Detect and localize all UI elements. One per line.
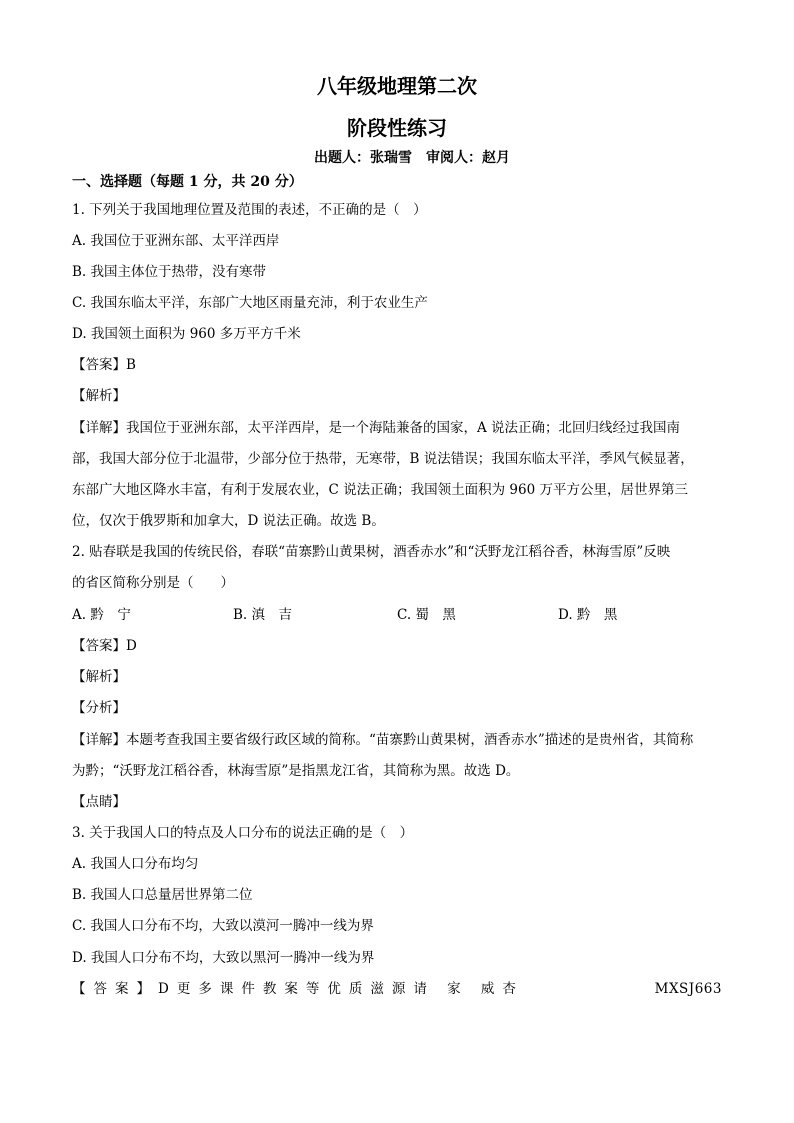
q3-option-d: D. 我国人口分布不均，大致以黑河一腾冲一线为界 bbox=[72, 950, 375, 966]
q1-option-c: C. 我国东临太平洋，东部广大地区雨量充沛，利于农业生产 bbox=[72, 295, 428, 311]
q1-detail-line: 【详解】我国位于亚洲东部，太平洋西岸，是一个海陆兼备的国家，A 说法正确；北回归线经过我国南 bbox=[72, 420, 681, 436]
q1-detail-line: 部，我国大部分位于北温带，少部分位于热带，无寒带，B 说法错误；我国东临太平洋，季风气候显著， bbox=[72, 451, 694, 467]
q1-detail-line: 位，仅次于俄罗斯和加拿大，D 说法正确。故选 B。 bbox=[72, 513, 385, 529]
q2-option-c: C. 蜀 黑 bbox=[397, 607, 456, 623]
authors-line: 出题人：张瑞雪 审阅人：赵月 bbox=[314, 150, 510, 166]
q2-detail-line: 【详解】本题考查我国主要省级行政区域的简称。“苗寨黔山黄果树，酒香赤水”描述的是贵州省，其简称 bbox=[72, 732, 694, 748]
q3-option-c: C. 我国人口分布不均，大致以漠河一腾冲一线为界 bbox=[72, 918, 374, 934]
q1-stem: 1. 下列关于我国地理位置及范围的表述，不正确的是（ ） bbox=[72, 202, 427, 218]
q1-answer: 【答案】B bbox=[72, 357, 136, 373]
q1-option-b: B. 我国主体位于热带，没有寒带 bbox=[72, 264, 267, 280]
q1-detail-line: 东部广大地区降水丰富，有利于发展农业，C 说法正确；我国领土面积为 960 万平方公里，居世界第三 bbox=[72, 482, 688, 498]
q2-answer: 【答案】D bbox=[72, 638, 137, 654]
q2-fenxi-label: 【分析】 bbox=[72, 700, 126, 716]
footer-answer-watermark: 【答案】D更多课件教案等优质滋源请 家 威杏 bbox=[72, 981, 524, 997]
q2-detail-line: 为黔；“沃野龙江稻谷香，林海雪原”是指黑龙江省，其简称为黑。故选 D。 bbox=[72, 763, 520, 779]
title-line-1: 八年级地理第二次 bbox=[317, 74, 477, 98]
q2-analysis-label: 【解析】 bbox=[72, 669, 126, 685]
q1-option-a: A. 我国位于亚洲东部、太平洋西岸 bbox=[72, 233, 280, 249]
title-line-2: 阶段性练习 bbox=[347, 116, 447, 140]
q2-option-d: D. 黔 黑 bbox=[558, 607, 618, 623]
q3-option-a: A. 我国人口分布均匀 bbox=[72, 856, 199, 872]
q2-stem-line: 2. 贴春联是我国的传统民俗，春联“苗寨黔山黄果树，酒香赤水”和“沃野龙江稻谷香，林海雪原”反映 bbox=[72, 544, 671, 560]
footer-code: MXSJ663 bbox=[654, 981, 722, 997]
q3-option-b: B. 我国人口总量居世界第二位 bbox=[72, 887, 253, 903]
q2-option-a: A. 黔 宁 bbox=[72, 607, 131, 623]
q2-dianjing-label: 【点睛】 bbox=[72, 794, 126, 810]
q2-option-b: B. 滇 吉 bbox=[233, 607, 293, 623]
q1-analysis-label: 【解析】 bbox=[72, 388, 126, 404]
q2-stem-line: 的省区简称分别是（ ） bbox=[72, 575, 234, 591]
section-heading: 一、选择题（每题 1 分，共 20 分） bbox=[72, 174, 303, 190]
q3-stem: 3. 关于我国人口的特点及人口分布的说法正确的是（ ） bbox=[72, 825, 414, 841]
q1-option-d: D. 我国领土面积为 960 多万平方千米 bbox=[72, 326, 301, 342]
